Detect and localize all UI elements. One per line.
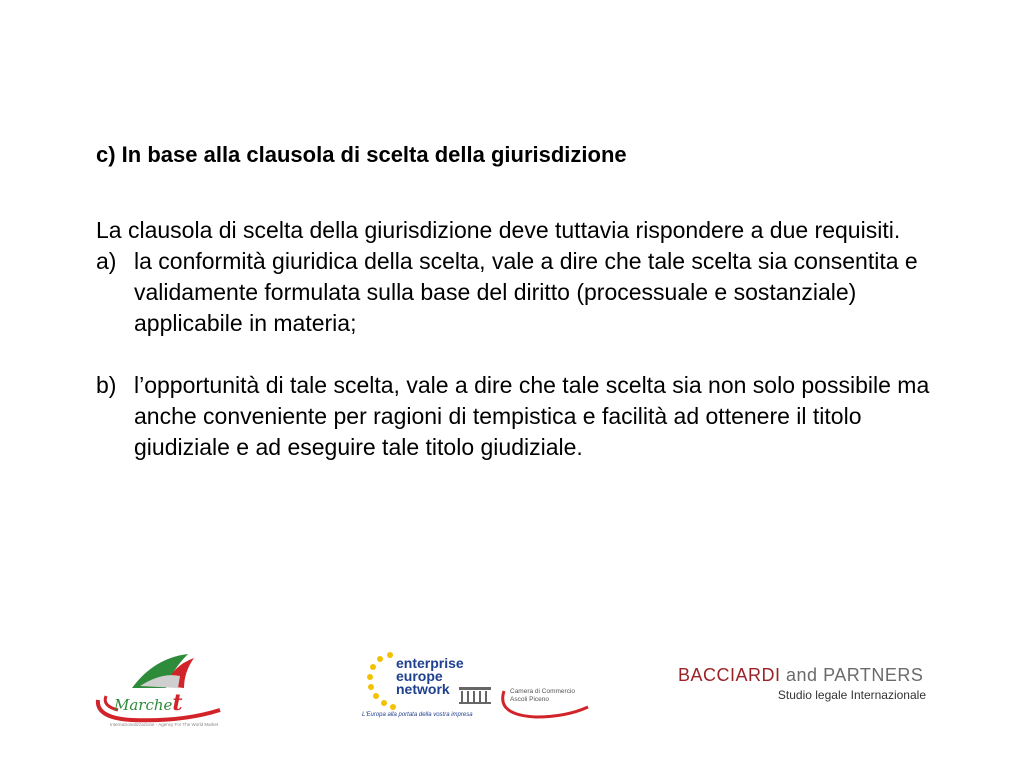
marchet-wordmark: Marchet — [114, 690, 183, 716]
list-item-text: la conformità giuridica della scelta, vale a dire che tale scelta sia consentita e validamente formulata sulla base del diritto (processuale e sostanziale) applicabile in materia; — [134, 248, 918, 336]
intro-paragraph: La clausola di scelta della giurisdizione deve tuttavia rispondere a due requisiti. — [96, 217, 901, 243]
slide-heading: c) In base alla clausola di scelta della giurisdizione — [96, 142, 627, 167]
een-wordmark: enterprise europe network — [396, 655, 464, 697]
list-item-text: l’opportunità di tale scelta, vale a dire che tale scelta sia non solo possibile ma anche conveniente per ragioni di tempistica e facilità ad ottenere il titolo giudiziale e ad eseguire tale titolo giudiziale. — [134, 372, 930, 460]
marchet-logo — [92, 650, 234, 732]
list-item-a — [96, 246, 936, 339]
chamber-of-commerce-label: Camera di Commercio Ascoli Piceno — [510, 688, 576, 703]
marchet-tagline: Internazionalizzazione - Agency For The World Market — [110, 722, 219, 727]
list-item-b — [96, 370, 936, 463]
bacciardi-wordmark: BACCIARDI and PARTNERS — [678, 665, 924, 685]
list-marker: b) — [96, 372, 117, 398]
een-tagline: L'Europa alla portata della vostra impresa — [362, 712, 473, 718]
list-marker: a) — [96, 248, 117, 274]
chamber-building-icon — [458, 685, 492, 705]
bacciardi-partners-logo — [672, 660, 934, 710]
enterprise-europe-network-logo — [360, 645, 600, 725]
bacciardi-subtitle: Studio legale Internazionale — [777, 688, 926, 702]
slide-body — [96, 215, 936, 463]
